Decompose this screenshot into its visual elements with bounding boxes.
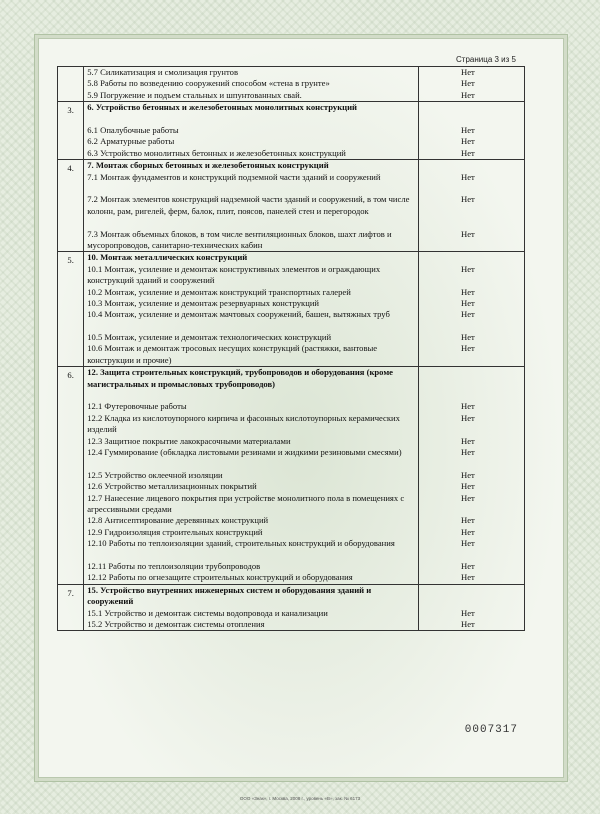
work-item: 10.2 Монтаж, усиление и демонтаж конструкций транспортных галерей (87, 286, 351, 297)
section-heading: 7. Монтаж сборных бетонных и железобетонных конструкций (87, 160, 329, 171)
section-number (58, 67, 84, 102)
work-item: 15.2 Устройство и демонтаж системы отопления (87, 618, 265, 629)
work-item: 12.5 Устройство оклеечной изоляции (87, 469, 223, 480)
section-values (419, 367, 525, 585)
work-item-value: Нет (461, 401, 475, 412)
section-values (419, 67, 525, 102)
work-item: 15.1 Устройство и демонтаж системы водопровода и канализации (87, 607, 328, 618)
section-heading-value-spacer (419, 252, 524, 263)
work-item: 12.7 Нанесение лицевого покрытия при устройстве монолитного пола в помещениях с агрессивными средами (87, 492, 405, 515)
work-item: 12.12 Работы по огнезащите строительных конструкций и оборудования (87, 572, 353, 583)
work-item: 10.4 Монтаж, усиление и демонтаж мачтовых сооружений, башен, вытяжных труб (87, 309, 390, 320)
work-item: 10.1 Монтаж, усиление и демонтаж конструктивных элементов и ограждающих конструкций зданий и сооружений (87, 263, 381, 286)
section-description (84, 160, 419, 252)
section-row (58, 252, 525, 367)
work-item-value: Нет (461, 297, 475, 308)
section-description (84, 252, 419, 367)
work-item-value: Нет (461, 136, 475, 147)
section-heading-value-spacer (419, 367, 524, 401)
work-item: 7.3 Монтаж объемных блоков, в том числе вентиляционных блоков, шахт лифтов и мусоропроводов, санитарно-технических кабин (87, 228, 392, 250)
work-item-value: Нет (461, 515, 475, 526)
work-item-value: Нет (461, 492, 475, 503)
section-values (419, 252, 525, 367)
work-item: 7.1 Монтаж фундаментов и конструкций подземной части зданий и сооружений (87, 171, 381, 182)
work-item-value: Нет (461, 332, 475, 343)
section-number: 4. (58, 160, 84, 252)
work-item-value: Нет (461, 538, 475, 549)
work-item: 6.1 Опалубочные работы (87, 124, 179, 135)
work-item: 5.8 Работы по возведению сооружений способом «стена в грунте» (87, 78, 330, 89)
page-number: Страница 3 из 5 (456, 55, 516, 64)
section-row (58, 584, 525, 631)
work-item: 12.6 Устройство металлизационных покрытий (87, 481, 257, 492)
work-item: 12.3 Защитное покрытие лакокрасочными материалами (87, 435, 291, 446)
permit-table (57, 66, 525, 631)
work-item-value: Нет (461, 286, 475, 297)
section-row (58, 160, 525, 252)
section-heading: 6. Устройство бетонных и железобетонных монолитных конструкций (87, 102, 357, 113)
section-row (58, 367, 525, 585)
section-heading: 10. Монтаж металлических конструкций (87, 252, 248, 263)
section-description (84, 367, 419, 585)
section-row (58, 67, 525, 102)
work-item-value: Нет (461, 607, 475, 618)
work-item-value: Нет (461, 171, 475, 182)
work-item-value: Нет (461, 560, 475, 571)
section-description (84, 67, 419, 102)
work-item: 12.8 Антисептирование деревянных конструкций (87, 515, 269, 526)
work-item-value: Нет (461, 447, 475, 458)
section-heading: 15. Устройство внутренних инженерных систем и оборудования зданий и сооружений (87, 584, 372, 607)
work-item: 5.9 Погружение и подъем стальных и шпунтованных свай. (87, 89, 302, 100)
work-item-value: Нет (461, 263, 475, 274)
printer-footer: ООО «Знак», г. Москва, 2008 г., уровень «В», зак. № 6173 (239, 796, 361, 801)
section-description (84, 584, 419, 631)
work-item-value: Нет (461, 67, 475, 77)
work-item: 10.6 Монтаж и демонтаж тросовых несущих конструкций (растяжки, вантовые конструкции и прочие) (87, 343, 378, 365)
work-item: 5.7 Силикатизация и смолизация грунтов (87, 67, 239, 77)
work-item: 12.11 Работы по теплоизоляции трубопроводов (87, 560, 261, 571)
section-number: 3. (58, 102, 84, 160)
work-item: 12.4 Гуммирование (обкладка листовыми резинами и жидкими резиновыми смесями) (87, 447, 402, 458)
section-values (419, 102, 525, 160)
work-item-value: Нет (461, 309, 475, 320)
work-item: 12.9 Гидроизоляция строительных конструкций (87, 526, 263, 537)
work-item-value: Нет (461, 228, 475, 239)
work-item: 12.10 Работы по теплоизоляции зданий, строительных конструкций и оборудования (87, 538, 395, 549)
work-item-value: Нет (461, 469, 475, 480)
work-item-value: Нет (461, 572, 475, 583)
section-number: 7. (58, 584, 84, 631)
section-description (84, 102, 419, 160)
work-item-value: Нет (461, 124, 475, 135)
work-item-value: Нет (461, 526, 475, 537)
permit-table-body (58, 67, 525, 631)
work-item-value: Нет (461, 78, 475, 89)
serial-number: 0007317 (464, 724, 518, 736)
section-heading-value-spacer (419, 160, 524, 171)
section-values (419, 160, 525, 252)
section-heading-value-spacer (419, 585, 524, 608)
work-item: 12.2 Кладка из кислотоупорного кирпича и фасонных кислотоупорных керамических изделий (87, 412, 400, 435)
section-row (58, 102, 525, 160)
work-item: 6.2 Арматурные работы (87, 136, 175, 147)
work-item-value: Нет (461, 412, 475, 423)
work-item-value: Нет (461, 343, 475, 354)
section-values (419, 584, 525, 631)
work-item: 7.2 Монтаж элементов конструкций надземной части зданий и сооружений, в том числе колонн, рам, ригелей, ферм, балок, плит, поясов, панелей стен и перегородок (87, 194, 410, 216)
work-item-value: Нет (461, 618, 475, 629)
work-item: 10.3 Монтаж, усиление и демонтаж резервуарных конструкций (87, 297, 320, 308)
section-heading-value-spacer (419, 102, 524, 125)
work-item: 12.1 Футеровочные работы (87, 401, 187, 412)
section-heading: 12. Защита строительных конструкций, трубопроводов и оборудования (кроме магистральных и промысловых трубопроводов) (87, 367, 393, 389)
section-number: 5. (58, 252, 84, 367)
work-item: 10.5 Монтаж, усиление и демонтаж технологических конструкций (87, 332, 332, 343)
work-item-value: Нет (461, 194, 475, 205)
work-item-value: Нет (461, 481, 475, 492)
section-number: 6. (58, 367, 84, 585)
work-item: 6.3 Устройство монолитных бетонных и железобетонных конструкций (87, 147, 346, 158)
work-item-value: Нет (461, 147, 475, 158)
work-item-value: Нет (461, 89, 475, 100)
work-item-value: Нет (461, 435, 475, 446)
